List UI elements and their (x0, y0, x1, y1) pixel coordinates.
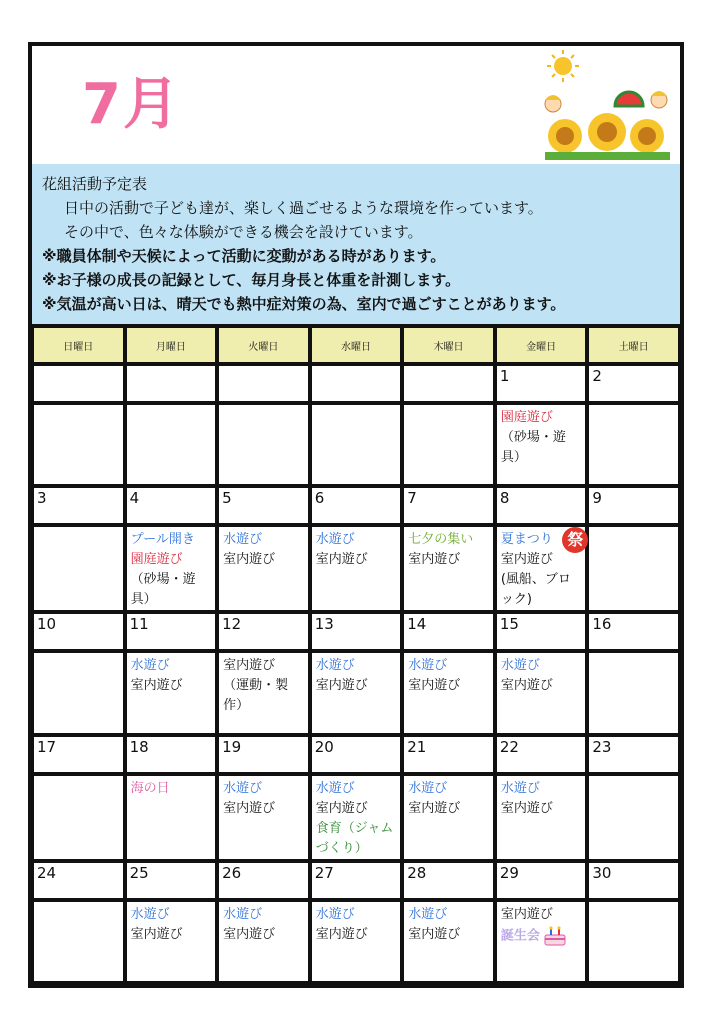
activity-text: 室内遊び (408, 926, 461, 942)
activity-text: 室内遊び (408, 552, 461, 568)
activity-text: 水遊び (223, 780, 263, 796)
activity-text: （砂場・遊具） (500, 430, 566, 466)
date-row (32, 364, 680, 403)
activity-text: 室内遊び (315, 552, 368, 568)
activity-cell (587, 525, 680, 612)
date-cell: 7 (402, 486, 495, 525)
date-row (32, 612, 680, 651)
activity-text: 室内遊び (223, 552, 276, 568)
activity-item (501, 656, 583, 676)
date-cell: 28 (402, 861, 495, 900)
activity-cell (310, 774, 403, 861)
activity-text: 室内遊び (500, 552, 553, 568)
activity-text: 室内遊び (500, 678, 553, 694)
activity-text: 水遊び (315, 906, 355, 922)
activity-item (223, 550, 305, 570)
activity-item (408, 676, 490, 696)
activity-cell (402, 774, 495, 861)
activity-cell (310, 525, 403, 612)
activity-cell (217, 651, 310, 734)
watermelon-icon (615, 92, 643, 106)
date-cell: 22 (495, 735, 588, 774)
activity-text: （砂場・遊具） (130, 572, 196, 608)
date-row (32, 861, 680, 900)
activity-item (501, 550, 583, 570)
date-cell: 26 (217, 861, 310, 900)
weekday-header: 日曜日 (32, 326, 125, 364)
notice-note: ※職員体制や天候によって活動に変動がある時があります。 (42, 247, 446, 265)
activity-cell (402, 403, 495, 486)
activity-cell (587, 900, 680, 983)
activity-text: 海の日 (130, 780, 170, 796)
activity-cell (217, 774, 310, 861)
activity-text: 室内遊び (223, 658, 276, 674)
notice-title: 花組活動予定表 (42, 175, 148, 193)
notice-line: その中で、色々な体験ができる機会を設けています。 (64, 223, 423, 241)
activity-item (501, 925, 583, 947)
child-icon (651, 91, 667, 108)
activity-text: 水遊び (315, 658, 355, 674)
weekday-header: 土曜日 (587, 326, 680, 364)
activity-cell (32, 774, 125, 861)
activity-cell (587, 403, 680, 486)
date-cell: 13 (310, 612, 403, 651)
activity-text: 水遊び (130, 906, 170, 922)
activity-item (223, 530, 305, 550)
activity-text: 水遊び (315, 780, 355, 796)
date-cell: 12 (217, 612, 310, 651)
activity-item (131, 905, 213, 925)
activity-item (131, 925, 213, 945)
activity-item (131, 550, 213, 570)
activity-item (408, 925, 490, 945)
activity-item (223, 676, 305, 716)
activity-cell (125, 774, 218, 861)
activity-cell (217, 403, 310, 486)
date-cell: 24 (32, 861, 125, 900)
date-cell (310, 364, 403, 403)
activity-cell (32, 525, 125, 612)
date-cell: 20 (310, 735, 403, 774)
activity-text: 水遊び (223, 532, 263, 548)
activity-cell (310, 900, 403, 983)
date-cell: 30 (587, 861, 680, 900)
activity-text: プール開き (130, 532, 195, 548)
date-row (32, 486, 680, 525)
activity-text: （運動・製作） (223, 678, 289, 714)
activity-cell (495, 651, 588, 734)
activity-item (223, 779, 305, 799)
date-cell: 18 (125, 735, 218, 774)
date-cell: 19 (217, 735, 310, 774)
activity-item (501, 570, 583, 610)
calendar-table (30, 324, 682, 985)
birthday-cake-icon (542, 925, 568, 947)
activity-item (223, 925, 305, 945)
activity-item (316, 550, 398, 570)
activity-cell (217, 525, 310, 612)
activity-text: 室内遊び (130, 926, 183, 942)
activity-cell (587, 651, 680, 734)
activity-cell (495, 525, 588, 612)
notice-note: ※お子様の成長の記録として、毎月身長と体重を計測します。 (42, 271, 461, 289)
date-cell: 29 (495, 861, 588, 900)
activity-item (316, 905, 398, 925)
activity-cell (125, 525, 218, 612)
activity-row (32, 774, 680, 861)
activity-cell (495, 403, 588, 486)
date-cell: 25 (125, 861, 218, 900)
activity-cell (402, 651, 495, 734)
activity-text: 室内遊び (408, 678, 461, 694)
activity-cell (495, 774, 588, 861)
activity-item (408, 905, 490, 925)
activity-item (408, 799, 490, 819)
activity-cell (32, 651, 125, 734)
activity-cell (32, 403, 125, 486)
activity-text: 水遊び (500, 658, 540, 674)
activity-text: 誕生会 (500, 928, 540, 944)
activity-cell (310, 651, 403, 734)
child-icon (545, 95, 561, 112)
month-title: 7月 (82, 72, 181, 137)
activity-item (316, 925, 398, 945)
summer-illustration (535, 44, 680, 162)
activity-item (131, 530, 213, 550)
activity-item (316, 656, 398, 676)
activity-item (131, 676, 213, 696)
sunflower-icon (545, 113, 670, 160)
activity-item (223, 656, 305, 676)
activity-item (223, 799, 305, 819)
date-cell: 5 (217, 486, 310, 525)
activity-cell (402, 900, 495, 983)
date-cell: 8 (495, 486, 588, 525)
activity-text: 水遊び (500, 780, 540, 796)
activity-text: 七夕の集い (408, 532, 474, 548)
date-cell: 4 (125, 486, 218, 525)
activity-text: 室内遊び (315, 926, 368, 942)
activity-row (32, 525, 680, 612)
activity-text: 水遊び (408, 906, 448, 922)
weekday-header: 月曜日 (125, 326, 218, 364)
activity-cell (32, 900, 125, 983)
activity-text: 水遊び (130, 658, 170, 674)
date-cell (125, 364, 218, 403)
activity-item (408, 530, 490, 550)
activity-item (316, 799, 398, 819)
activity-item (131, 570, 213, 610)
activity-cell (587, 774, 680, 861)
activity-text: 食育（ジャムづくり） (315, 820, 394, 856)
activity-item (408, 779, 490, 799)
activity-text: 水遊び (223, 906, 263, 922)
activity-item (131, 656, 213, 676)
activity-item (316, 676, 398, 696)
activity-item (316, 819, 398, 859)
date-cell: 10 (32, 612, 125, 651)
activity-text: 室内遊び (500, 800, 553, 816)
activity-item (501, 408, 583, 428)
date-cell: 3 (32, 486, 125, 525)
date-cell: 6 (310, 486, 403, 525)
activity-cell (125, 900, 218, 983)
activity-cell (310, 403, 403, 486)
weekday-header: 火曜日 (217, 326, 310, 364)
date-cell: 9 (587, 486, 680, 525)
activity-text: 室内遊び (500, 906, 553, 922)
date-cell: 17 (32, 735, 125, 774)
activity-item (501, 779, 583, 799)
activity-row (32, 403, 680, 486)
activity-item (501, 428, 583, 468)
activity-text: 夏まつり (500, 532, 553, 548)
date-cell: 14 (402, 612, 495, 651)
activity-item (223, 905, 305, 925)
activity-text: 水遊び (408, 658, 448, 674)
activity-text: 室内遊び (130, 678, 183, 694)
activity-cell (125, 403, 218, 486)
date-cell: 27 (310, 861, 403, 900)
notice-note: ※気温が高い日は、晴天でも熱中症対策の為、室内で過ごすことがあります。 (42, 295, 566, 313)
activity-text: 室内遊び (315, 800, 368, 816)
activity-text: 園庭遊び (500, 410, 553, 426)
activity-item (408, 550, 490, 570)
activity-text: (風船、ブロック) (500, 572, 571, 608)
activity-text: 室内遊び (408, 800, 461, 816)
activity-row (32, 900, 680, 983)
notice-line: 日中の活動で子ども達が、楽しく過ごせるような環境を作っています。 (64, 199, 543, 217)
activity-item (501, 676, 583, 696)
weekday-header: 金曜日 (495, 326, 588, 364)
activity-row (32, 651, 680, 734)
activity-item (316, 530, 398, 550)
date-cell: 1 (495, 364, 588, 403)
activity-cell (125, 651, 218, 734)
date-cell: 23 (587, 735, 680, 774)
sun-icon (547, 50, 579, 82)
date-cell: 11 (125, 612, 218, 651)
activity-text: 水遊び (315, 532, 355, 548)
date-cell: 21 (402, 735, 495, 774)
activity-item (316, 779, 398, 799)
weekday-header: 水曜日 (310, 326, 403, 364)
date-row (32, 735, 680, 774)
date-cell (32, 364, 125, 403)
weekday-header: 木曜日 (402, 326, 495, 364)
activity-text: 室内遊び (223, 800, 276, 816)
activity-cell (402, 525, 495, 612)
notice-box (32, 164, 680, 324)
activity-cell (495, 900, 588, 983)
activity-text: 園庭遊び (130, 552, 183, 568)
date-cell: 15 (495, 612, 588, 651)
activity-cell (217, 900, 310, 983)
activity-text: 室内遊び (315, 678, 368, 694)
date-cell (217, 364, 310, 403)
activity-item (408, 656, 490, 676)
date-cell: 2 (587, 364, 680, 403)
activity-item (501, 530, 583, 550)
activity-text: 室内遊び (223, 926, 276, 942)
weekday-header-row (32, 326, 680, 364)
activity-item (131, 779, 213, 799)
activity-text: 水遊び (408, 780, 448, 796)
matsuri-badge: 祭 (562, 527, 588, 553)
date-cell (402, 364, 495, 403)
activity-item (501, 799, 583, 819)
activity-item (501, 905, 583, 925)
date-cell: 16 (587, 612, 680, 651)
